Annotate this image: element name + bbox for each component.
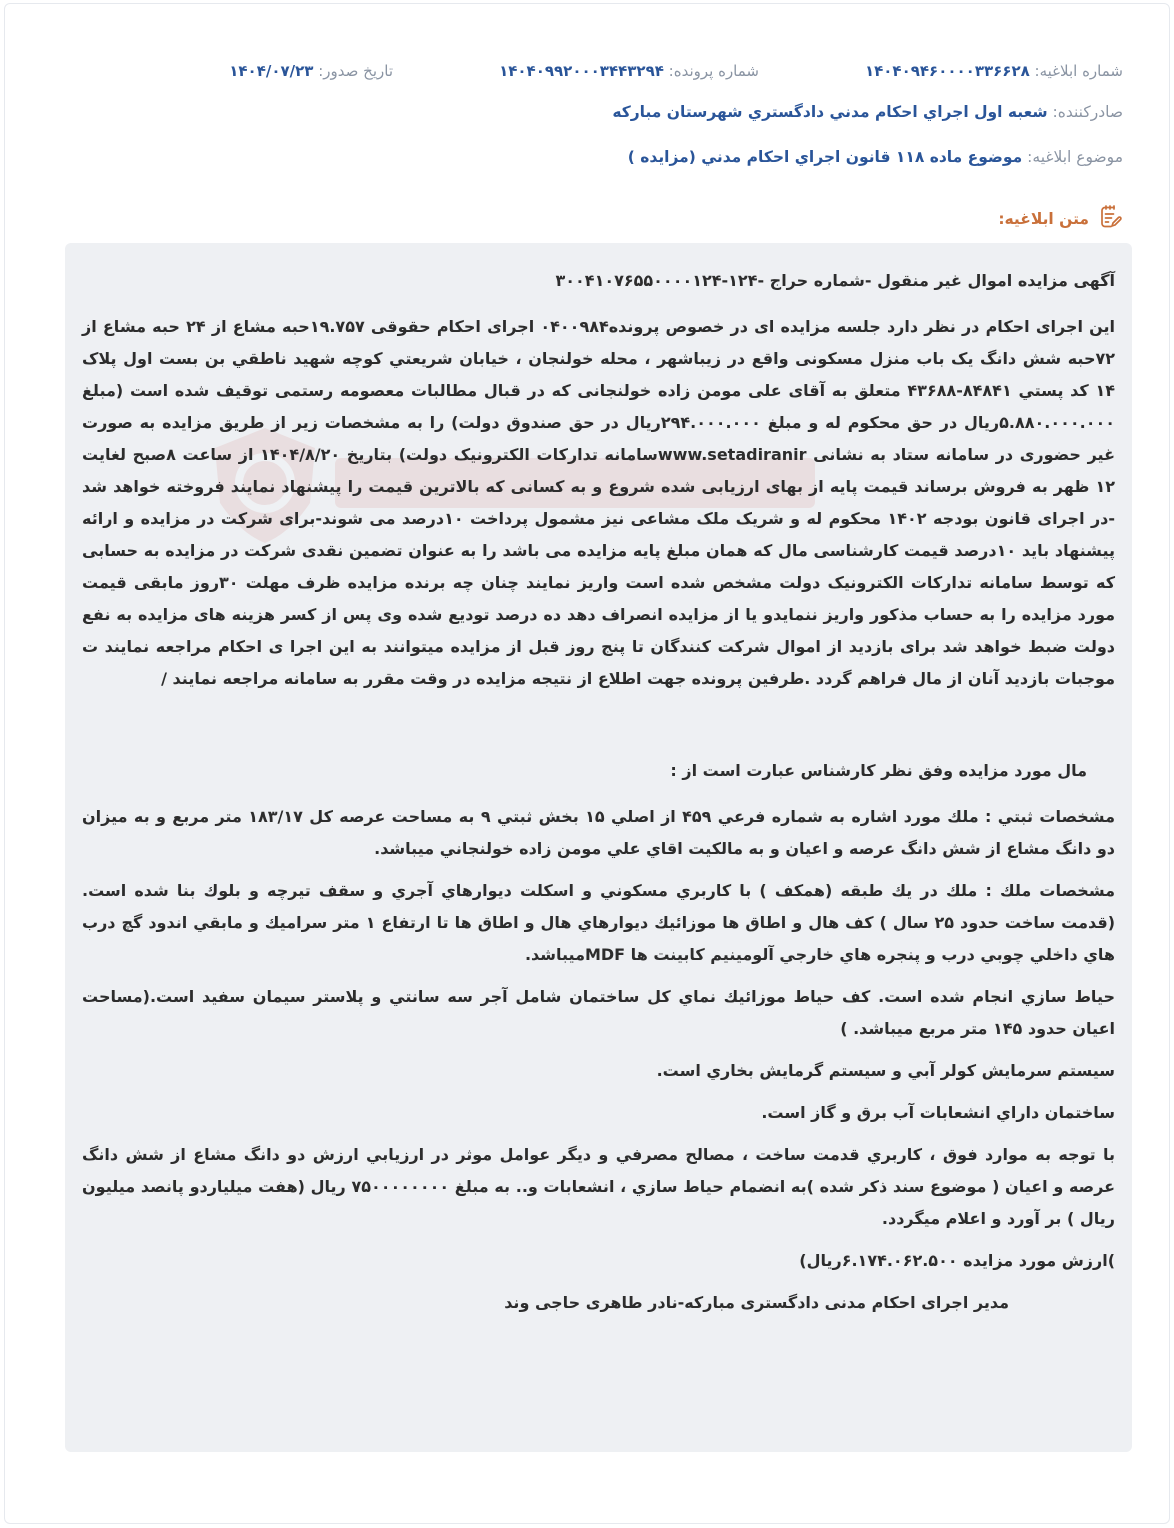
cooling-heating: سيستم سرمايش كولر آبي و سيستم گرمايش بخاري است.: [656, 1061, 1115, 1080]
notice-number-label: شماره ابلاغیه:: [1034, 62, 1123, 80]
issue-date-label: تاریخ صدور:: [318, 62, 393, 80]
issue-date: [229, 62, 393, 80]
case-number-value: ۱۴۰۴۰۹۹۲۰۰۰۳۴۴۳۲۹۴: [499, 62, 664, 80]
registration-specs: مشخصات ثبتي : ملك مورد اشاره به شماره فرعي ۴۵۹ از اصلي ۱۵ بخش ثبتي ۹ به مساحت عرصه كل ۱۸۳/۱۷ متر مربع و به ميزان دو دانگ مشاع از شش دانگ عرصه و اعيان و به مالكيت اقاي علي مومن زاده خولنجاني ميباشد.: [82, 807, 1115, 858]
issuer-row: [612, 103, 1123, 121]
notice-text-header: [998, 205, 1123, 233]
subject-label: موضوع ابلاغیه:: [1027, 148, 1123, 166]
notice-number: [865, 62, 1123, 80]
auction-main-paragraph: این اجرای احکام در نظر دارد جلسه مزایده ای در خصوص پرونده۰۴۰۰۹۸۴ اجرای احکام حقوقی ۱۹.۷۵۷حبه مشاع از ۲۴ حبه مشاع از ۷۲حبه شش دانگ یک باب منزل مسکونی واقع در زیباشهر ، محله خولنجان ، خیابان شریعتي کوچه شهيد ناطقي بن بست اول پلاک ۱۴ کد پستي ۸۴۸۴۱-۴۳۶۸۸ متعلق به آقای علی مومن زاده خولنجانی که در قبال مطالبات معصومه رستمی توقیف شده است (مبلغ ۵.۸۸۰.۰۰۰.۰۰۰ریال در حق محکوم له و مبلغ ۲۹۴.۰۰۰.۰۰۰ریال در حق صندوق دولت) را به مشخصات زیر از طریق مزایده به صورت غیر حضوری در سامانه ستاد به نشانی www.setadiranirسامانه تدارکات الکترونیک دولت) بتاریخ ۱۴۰۴/۸/۲۰ از ساعت ۸صبح لغایت ۱۲ ظهر به فروش برساند قیمت پایه از بهای ارزیابی شده شروع و به کسانی که بالاترین قیمت را پیشنهاد نمایند فروخته خواهد شد -در اجرای قانون بودجه ۱۴۰۲ محکوم له و شریک ملک مشاعی نیز مشمول پرداخت ۱۰درصد می شوند-برای شرکت در مزایده و ارائه پیشنهاد باید ۱۰درصد قیمت کارشناسی مال که همان مبلغ پایه مزایده می باشد را به عنوان تضمین نقدی شرکت در مزایده به حسابی که توسط سامانه تدارکات الکترونیک دولت مشخص شده است واریز نمایند چنان چه برنده مزایده ظرف مهلت ۳۰روز مابقی قیمت مورد مزایده را به حساب مذکور واریز ننمایدو یا از مزایده انصراف دهد ده درصد تودیع شده وی پس از کسر هزینه های مزایده به نفع دولت ضبط خواهد شد برای بازدید از اموال شرکت کنندگان تا پنج روز قبل از مزایده میتوانند به این اجرا ی احکام مراجعه نمایند ت موجبات بازدید آنان از مال فراهم گردد .طرفین پرونده جهت اطلاع از نتیجه مزایده در وقت مقرر به سامانه مراجعه نمایند /: [82, 317, 1116, 688]
issuer-label: صادرکننده:: [1052, 103, 1123, 121]
document-edit-icon: [1097, 204, 1123, 234]
issue-date-value: ۱۴۰۴/۰۷/۲۳: [229, 62, 314, 80]
subject-value: موضوع ماده ۱۱۸ قانون اجراي احكام مدني (مزايده ): [627, 148, 1023, 166]
case-number-label: شماره پرونده:: [668, 62, 759, 80]
notice-meta-row: [45, 62, 1123, 88]
signature: مدیر اجرای احکام مدنی دادگستری مبارکه-نادر طاهری حاجی وند: [504, 1293, 1009, 1312]
notice-card: [4, 3, 1170, 1524]
auction-value: )ارزش مورد مزایده ۶.۱۷۴.۰۶۲.۵۰۰ریال): [799, 1251, 1115, 1270]
utilities: ساختمان داراي انشعابات آب برق و گاز است.: [761, 1103, 1115, 1122]
yard-description: حياط سازي انجام شده است. كف حياط موزائيك نماي كل ساختمان شامل آجر سه سانتي و پلاستر سيمان سفيد است.(مساحت اعيان حدود ۱۴۵ متر مربع ميباشد. ): [82, 987, 1115, 1038]
auction-title: آگهی مزایده اموال غیر منقول -شماره حراج -۱۲۴-۳۰۰۴۱۰۷۶۵۵۰۰۰۰۱۲۴: [555, 271, 1115, 290]
valuation: با توجه به موارد فوق ، كاربري قدمت ساخت ، مصالح مصرفي و ديگر عوامل موثر در ارزيابي ارزش دو دانگ مشاع از شش دانگ عرصه و اعيان ( موضوع سند ذكر شده )به انضمام حياط سازي ، انشعابات و.. به مبلغ ۷۵۰۰۰۰۰۰۰۰ ريال (هفت ميلياردو پانصد ميليون ريال ) بر آورد و اعلام ميگردد.: [82, 1145, 1116, 1228]
notice-number-value: ۱۴۰۴۰۹۴۶۰۰۰۰۳۳۶۶۲۸: [864, 62, 1030, 80]
notice-text-box: [65, 243, 1132, 1452]
auction-item-subheading: مال مورد مزايده وفق نظر كارشناس عبارت است از :: [670, 761, 1087, 780]
notice-text-label: متن ابلاغیه:: [998, 210, 1089, 228]
subject-row: [628, 148, 1123, 166]
issuer-value: شعبه اول اجراي احكام مدني دادگستري شهرستان مباركه: [612, 103, 1048, 121]
case-number: [499, 62, 759, 80]
property-specs: مشخصات ملك : ملك در يك طبقه (همكف ) با كاربري مسكوني و اسكلت ديوارهاي آجري و سقف تيرچه و بلوك بنا شده است. (قدمت ساخت حدود ۲۵ سال ) كف هال و اطاق ها موزائيك ديوارهاي هال و اطاق ها تا ارتفاع ۱ متر سراميك و مابقي اندود گچ درب هاي داخلي چوبي درب و پنجره هاي خارجي آلومينيم كابينت ها MDFميباشد.: [82, 881, 1116, 964]
